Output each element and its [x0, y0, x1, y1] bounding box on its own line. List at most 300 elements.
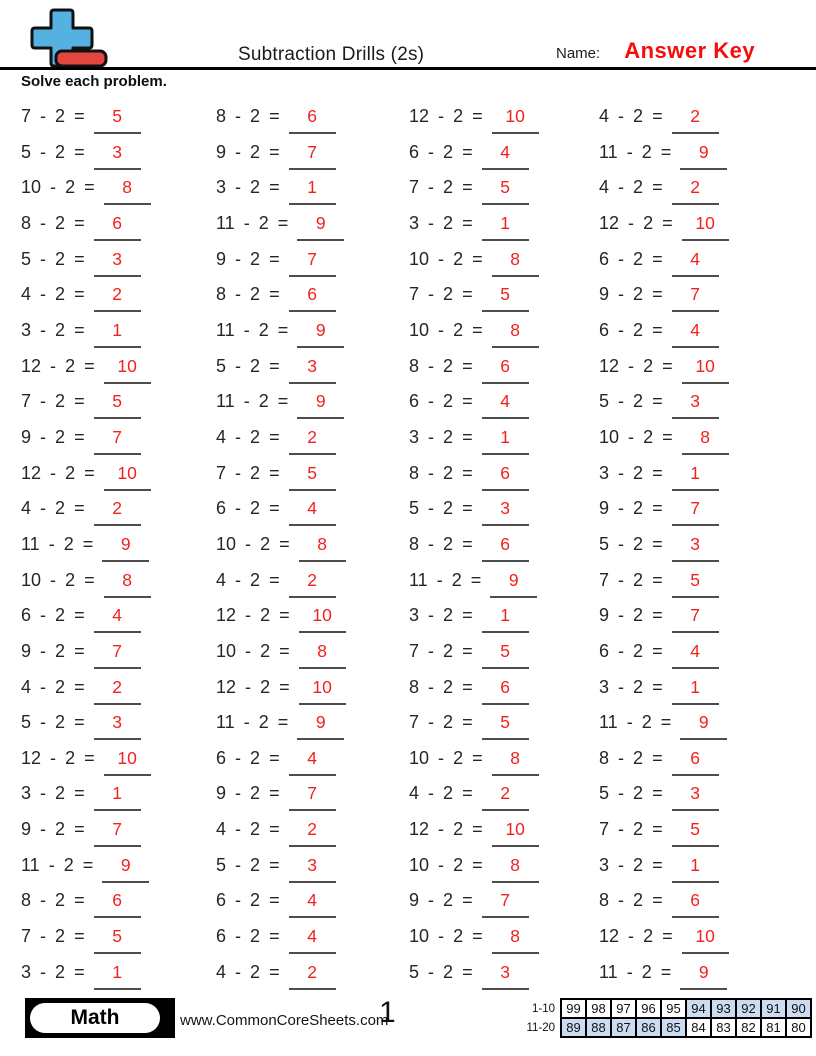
minuend: 4: [599, 106, 610, 126]
minus-sign: -: [428, 141, 435, 162]
problem: [21, 812, 151, 848]
answer-blank: [94, 781, 141, 811]
equals-sign: =: [472, 106, 483, 126]
minus-sign: -: [628, 355, 635, 376]
problem: [409, 491, 539, 527]
answer-value: 1: [690, 676, 700, 697]
minuend: 9: [599, 498, 610, 519]
website-link[interactable]: www.CommonCoreSheets.com: [180, 1012, 389, 1029]
answer-value: 9: [698, 961, 709, 982]
problem: [599, 776, 729, 812]
answer-value: 8: [122, 569, 132, 590]
minus-sign: -: [618, 498, 625, 519]
equals-sign: =: [462, 498, 473, 519]
minuend: 3: [599, 676, 610, 697]
equals-sign: =: [82, 854, 94, 875]
minuend: 6: [216, 890, 227, 911]
minuend: 5: [21, 141, 32, 162]
minuend: 11: [216, 391, 235, 412]
minus-sign: -: [40, 640, 47, 661]
equals-sign: =: [652, 854, 663, 875]
minus-sign: -: [235, 961, 242, 982]
equals-sign: =: [269, 284, 280, 305]
answer-value: 6: [307, 106, 317, 126]
equals-sign: =: [652, 462, 663, 483]
problem-expression: [216, 527, 290, 563]
equals-sign: =: [74, 676, 85, 697]
subtrahend: 2: [55, 106, 66, 126]
answer-value: 8: [317, 533, 327, 554]
answer-value: 4: [690, 248, 700, 269]
equals-sign: =: [279, 676, 290, 697]
problem: [21, 491, 151, 527]
answer-blank: [289, 461, 336, 491]
answer-blank: [490, 568, 537, 598]
subtrahend: 2: [633, 605, 644, 626]
subtrahend: 2: [55, 212, 66, 233]
answer-value: 6: [307, 284, 317, 305]
problem: [599, 634, 729, 670]
answer-blank: [492, 746, 539, 776]
minuend: 3: [409, 426, 420, 447]
problem: [599, 741, 729, 777]
subtrahend: 2: [55, 498, 66, 519]
problem-expression: [599, 420, 673, 456]
score-cell: 85: [661, 1018, 686, 1037]
page-title: Subtraction Drills (2s): [238, 44, 425, 65]
problem: [409, 705, 539, 741]
instruction-text: Solve each problem.: [21, 73, 167, 90]
answer-value: 5: [500, 712, 510, 733]
subtrahend: 2: [443, 426, 454, 447]
subtrahend: 2: [443, 783, 454, 804]
problem-expression: [216, 812, 280, 848]
equals-sign: =: [269, 498, 280, 519]
answer-blank: [289, 924, 336, 954]
answer-value: 2: [307, 819, 317, 840]
score-cell: 87: [611, 1018, 636, 1037]
problem-expression: [216, 634, 290, 670]
answer-blank: [482, 175, 529, 205]
problem: [21, 349, 151, 385]
problem: [599, 848, 729, 884]
minuend: 10: [599, 426, 620, 447]
problem-expression: [21, 384, 85, 420]
answer-blank: [680, 140, 727, 170]
subtrahend: 2: [451, 569, 462, 590]
problem: [216, 848, 346, 884]
answer-value: 5: [112, 391, 122, 412]
minuend: 12: [409, 106, 430, 126]
minus-sign: -: [40, 712, 47, 733]
answer-blank: [94, 282, 141, 312]
problem: [599, 812, 729, 848]
header-divider: [0, 67, 816, 70]
answer-value: 9: [315, 212, 326, 233]
problem: [599, 705, 729, 741]
minuend: 10: [21, 569, 42, 590]
answer-value: 2: [500, 783, 510, 804]
problems-column: [216, 99, 346, 990]
answer-blank: [672, 175, 719, 205]
minus-sign: -: [40, 605, 47, 626]
minus-sign: -: [618, 391, 625, 412]
answer-blank: [297, 710, 344, 740]
answer-value: 10: [695, 926, 715, 947]
answer-blank: [289, 853, 336, 883]
minus-sign: -: [628, 926, 635, 947]
problem-expression: [216, 313, 288, 349]
problem: [599, 277, 729, 313]
answer-value: 1: [112, 319, 122, 340]
subtrahend: 2: [453, 106, 464, 126]
answer-value: 7: [500, 890, 510, 911]
problem-expression: [21, 670, 85, 706]
answer-blank: [482, 354, 529, 384]
minus-sign: -: [618, 533, 625, 554]
answer-blank: [297, 211, 344, 241]
subtrahend: 2: [443, 177, 454, 198]
minuend: 6: [21, 605, 32, 626]
equals-sign: =: [652, 248, 663, 269]
minus-sign: -: [235, 498, 242, 519]
problem-expression: [409, 491, 473, 527]
minus-sign: -: [428, 712, 435, 733]
answer-blank: [299, 603, 346, 633]
answer-value: 4: [307, 747, 317, 768]
equals-sign: =: [82, 533, 94, 554]
equals-sign: =: [74, 106, 85, 126]
minuend: 5: [599, 783, 610, 804]
equals-sign: =: [660, 961, 672, 982]
problem: [216, 955, 346, 991]
minuend: 4: [21, 498, 32, 519]
answer-value: 7: [307, 783, 317, 804]
answer-blank: [94, 247, 141, 277]
minuend: 11: [216, 712, 235, 733]
minuend: 6: [216, 498, 227, 519]
answer-value: 1: [307, 177, 317, 198]
minuend: 5: [409, 961, 420, 982]
problem-expression: [21, 527, 93, 563]
problem-expression: [599, 456, 663, 492]
score-cell: 97: [611, 999, 636, 1018]
answer-value: 2: [112, 676, 122, 697]
minuend: 12: [21, 747, 42, 768]
problem: [21, 313, 151, 349]
subtrahend: 2: [65, 747, 76, 768]
problem: [216, 99, 346, 135]
problem: [216, 170, 346, 206]
minuend: 10: [409, 854, 430, 875]
answer-value: 2: [690, 106, 700, 126]
problem-expression: [599, 99, 663, 135]
answer-value: 3: [500, 498, 510, 519]
answer-value: 9: [120, 854, 131, 875]
problem-expression: [599, 170, 663, 206]
problems-column: [599, 99, 729, 990]
answer-blank: [94, 496, 141, 526]
problem: [599, 598, 729, 634]
minuend: 9: [21, 426, 32, 447]
subtrahend: 2: [55, 961, 66, 982]
equals-sign: =: [652, 569, 663, 590]
answer-value: 6: [500, 462, 510, 483]
subtrahend: 2: [55, 890, 66, 911]
answer-blank: [492, 924, 539, 954]
answer-value: 8: [510, 319, 520, 340]
answer-blank: [94, 140, 141, 170]
answer-blank: [299, 532, 346, 562]
minuend: 4: [21, 284, 32, 305]
problem-expression: [409, 563, 481, 599]
problem-expression: [409, 277, 473, 313]
subtrahend: 2: [633, 106, 644, 126]
equals-sign: =: [652, 890, 663, 911]
minuend: 11: [21, 533, 40, 554]
problem-expression: [21, 812, 85, 848]
answer-blank: [94, 603, 141, 633]
minuend: 9: [216, 783, 227, 804]
problem: [409, 563, 539, 599]
equals-sign: =: [74, 248, 85, 269]
minuend: 3: [21, 961, 32, 982]
equals-sign: =: [74, 284, 85, 305]
score-cell: 99: [561, 999, 586, 1018]
equals-sign: =: [462, 890, 473, 911]
minuend: 8: [409, 533, 420, 554]
answer-value: 5: [307, 462, 317, 483]
equals-sign: =: [74, 783, 85, 804]
answer-value: 3: [690, 783, 700, 804]
problem-expression: [216, 170, 280, 206]
subtrahend: 2: [633, 783, 644, 804]
subtrahend: 2: [443, 712, 454, 733]
answer-blank: [297, 318, 344, 348]
answer-value: 4: [500, 391, 510, 412]
minus-sign: -: [235, 177, 242, 198]
problem: [216, 420, 346, 456]
minuend: 4: [599, 177, 610, 198]
minus-sign: -: [618, 783, 625, 804]
minus-sign: -: [436, 569, 443, 590]
problem-expression: [216, 99, 280, 135]
problem: [599, 491, 729, 527]
problem: [409, 277, 539, 313]
problem-expression: [409, 598, 473, 634]
minus-sign: -: [626, 961, 633, 982]
subtrahend: 2: [250, 961, 261, 982]
subtrahend: 2: [260, 676, 271, 697]
subtrahend: 2: [643, 426, 654, 447]
problems-column: [21, 99, 151, 990]
minuend: 12: [599, 212, 620, 233]
minus-sign: -: [428, 640, 435, 661]
subtrahend: 2: [65, 177, 76, 198]
equals-sign: =: [279, 605, 290, 626]
minus-sign: -: [618, 248, 625, 269]
subtrahend: 2: [633, 569, 644, 590]
minus-sign: -: [428, 355, 435, 376]
subtrahend: 2: [55, 605, 66, 626]
answer-value: 10: [695, 212, 715, 233]
minus-sign: -: [40, 676, 47, 697]
score-cell: 92: [736, 999, 761, 1018]
answer-blank: [482, 781, 529, 811]
minuend: 8: [409, 676, 420, 697]
minuend: 3: [409, 212, 420, 233]
problem-expression: [21, 776, 85, 812]
equals-sign: =: [472, 319, 483, 340]
problem: [216, 527, 346, 563]
problem-expression: [599, 242, 663, 278]
minuend: 3: [216, 177, 227, 198]
minuend: 7: [409, 712, 420, 733]
problem: [409, 99, 539, 135]
subtrahend: 2: [443, 961, 454, 982]
equals-sign: =: [472, 819, 483, 840]
minus-sign: -: [618, 284, 625, 305]
problem-expression: [409, 384, 473, 420]
equals-sign: =: [652, 498, 663, 519]
minus-sign: -: [48, 533, 55, 554]
equals-sign: =: [269, 248, 280, 269]
answer-blank: [492, 853, 539, 883]
equals-sign: =: [84, 569, 95, 590]
subtrahend: 2: [55, 926, 66, 947]
answer-value: 5: [112, 106, 122, 126]
equals-sign: =: [462, 391, 473, 412]
problem-expression: [216, 349, 280, 385]
problem-expression: [21, 170, 95, 206]
subtrahend: 2: [65, 569, 76, 590]
answer-blank: [94, 389, 141, 419]
answer-blank: [289, 888, 336, 918]
problem-expression: [409, 634, 473, 670]
answer-value: 1: [112, 961, 122, 982]
problem: [409, 955, 539, 991]
equals-sign: =: [269, 747, 280, 768]
answer-blank: [672, 318, 719, 348]
answer-blank: [482, 888, 529, 918]
answer-value: 1: [112, 783, 122, 804]
minus-sign: -: [438, 747, 445, 768]
score-cell: 91: [761, 999, 786, 1018]
problem: [216, 349, 346, 385]
minus-sign: -: [243, 319, 250, 340]
answer-value: 4: [307, 926, 317, 947]
answer-value: 10: [695, 355, 715, 376]
problem-expression: [409, 135, 473, 171]
equals-sign: =: [74, 961, 85, 982]
problem: [599, 313, 729, 349]
score-cell: 86: [636, 1018, 661, 1037]
minus-sign: -: [40, 926, 47, 947]
minus-sign: -: [243, 212, 250, 233]
subtrahend: 2: [443, 355, 454, 376]
problem-expression: [216, 456, 280, 492]
answer-blank: [299, 675, 346, 705]
answer-value: 6: [690, 890, 700, 911]
answer-value: 5: [500, 640, 510, 661]
answer-value: 10: [505, 819, 525, 840]
minuend: 3: [599, 462, 610, 483]
score-range-label: 1-10: [531, 1002, 555, 1015]
minuend: 4: [216, 569, 227, 590]
problem-expression: [216, 776, 280, 812]
problem: [599, 384, 729, 420]
minus-sign: -: [40, 212, 47, 233]
equals-sign: =: [652, 319, 663, 340]
subtrahend: 2: [443, 462, 454, 483]
problem-expression: [21, 491, 85, 527]
answer-value: 3: [500, 961, 510, 982]
minuend: 8: [21, 212, 32, 233]
problem-expression: [216, 563, 280, 599]
minuend: 7: [599, 569, 610, 590]
subtrahend: 2: [63, 533, 74, 554]
problem: [21, 242, 151, 278]
score-range-label: 11-20: [526, 1021, 555, 1034]
answer-blank: [289, 781, 336, 811]
minus-sign: -: [618, 747, 625, 768]
minus-sign: -: [245, 676, 252, 697]
minuend: 7: [21, 926, 32, 947]
answer-value: 10: [117, 355, 137, 376]
answer-value: 7: [112, 426, 122, 447]
answer-blank: [482, 425, 529, 455]
subtrahend: 2: [250, 177, 261, 198]
answer-blank: [482, 140, 529, 170]
equals-sign: =: [277, 319, 289, 340]
minuend: 9: [216, 248, 227, 269]
equals-sign: =: [74, 319, 85, 340]
equals-sign: =: [74, 605, 85, 626]
subtrahend: 2: [260, 533, 271, 554]
answer-blank: [94, 710, 141, 740]
answer-blank: [94, 211, 141, 241]
answer-value: 3: [112, 712, 122, 733]
problem: [21, 705, 151, 741]
equals-sign: =: [462, 533, 473, 554]
equals-sign: =: [269, 569, 280, 590]
equals-sign: =: [84, 355, 95, 376]
subtrahend: 2: [55, 819, 66, 840]
problem: [21, 883, 151, 919]
minuend: 7: [409, 640, 420, 661]
equals-sign: =: [269, 961, 280, 982]
problem: [599, 135, 729, 171]
minuend: 8: [216, 284, 227, 305]
score-table-row: [521, 1018, 811, 1037]
minus-sign: -: [428, 676, 435, 697]
minuend: 5: [21, 248, 32, 269]
answer-blank: [289, 960, 336, 990]
answer-blank: [482, 675, 529, 705]
problem-expression: [216, 670, 290, 706]
answer-blank: [682, 924, 729, 954]
equals-sign: =: [652, 605, 663, 626]
subtrahend: 2: [633, 391, 644, 412]
problem-expression: [599, 384, 663, 420]
equals-sign: =: [652, 284, 663, 305]
problem-expression: [21, 919, 85, 955]
answer-value: 2: [690, 177, 700, 198]
problem-expression: [599, 883, 663, 919]
minuend: 12: [599, 926, 620, 947]
score-cell: 89: [561, 1018, 586, 1037]
answer-value: 4: [690, 319, 700, 340]
